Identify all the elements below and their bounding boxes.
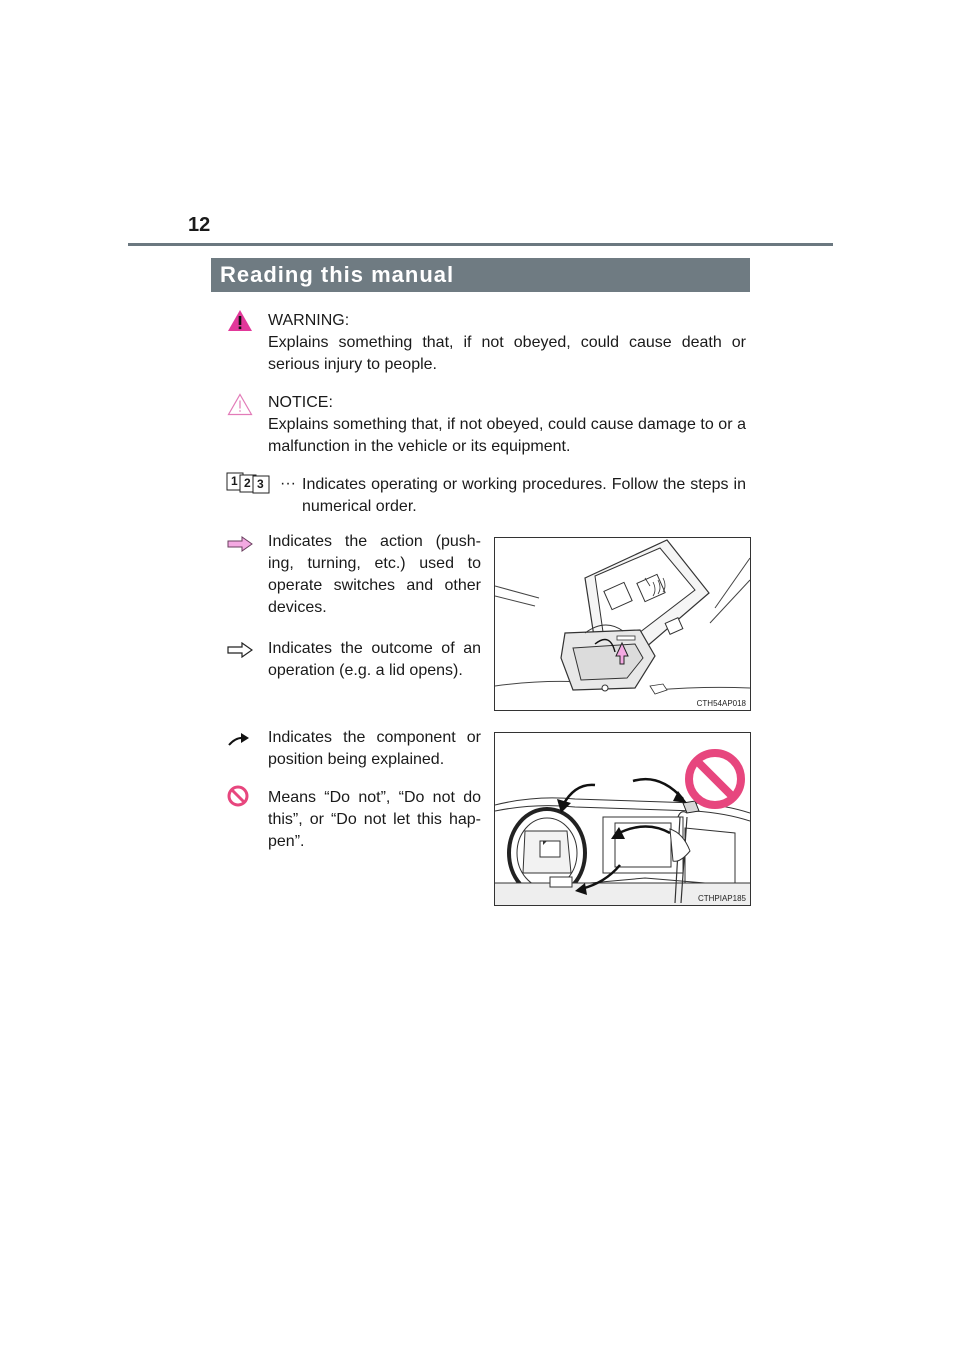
prohibited-icon xyxy=(227,785,249,807)
outcome-arrow-icon xyxy=(227,642,253,658)
steps-digit-3: 3 xyxy=(257,477,264,491)
steps-digit-1: 1 xyxy=(231,474,238,488)
warning-body: Explains something that, if not obeyed, could cause death or serious injury to people. xyxy=(268,334,746,373)
section-title: Reading this manual xyxy=(211,258,750,292)
steps-icon xyxy=(226,472,276,494)
notice-entry xyxy=(268,392,746,458)
overhead-console-figure xyxy=(494,537,751,711)
steps-dots: ··· xyxy=(280,475,296,492)
notice-body: Explains something that, if not obeyed, could cause damage to or a malfunction in the vehicle or its equipment. xyxy=(268,416,746,455)
notice-heading: NOTICE: xyxy=(268,394,333,411)
component-body: Indicates the component or position being explained. xyxy=(268,729,481,768)
top-rule xyxy=(128,243,833,246)
dashboard-illustration xyxy=(495,733,750,905)
component-arrow-icon xyxy=(228,732,250,746)
warning-icon xyxy=(227,309,253,332)
steps-body: Indicates operating or working procedures. Follow the steps in numerical order. xyxy=(302,476,746,515)
overhead-console-illustration xyxy=(495,538,750,710)
outcome-body: Indicates the outcome of an operation (e.g. a lid opens). xyxy=(268,640,481,679)
notice-icon xyxy=(227,393,253,416)
dashboard-figure xyxy=(494,732,751,906)
action-body: Indicates the action (push-ing, turning, etc.) used to operate switches and other devices. xyxy=(268,533,481,616)
page-number: 12 xyxy=(188,214,211,236)
action-arrow-icon xyxy=(227,536,253,552)
warning-heading: WARNING: xyxy=(268,312,350,329)
overhead-figure-code: CTH54AP018 xyxy=(696,699,746,708)
warning-entry xyxy=(268,310,746,376)
steps-digit-2: 2 xyxy=(244,476,251,490)
prohibited-body: Means “Do not”, “Do not do this”, or “Do not let this hap-pen”. xyxy=(268,789,481,850)
dashboard-figure-code: CTHPIAP185 xyxy=(697,894,746,903)
